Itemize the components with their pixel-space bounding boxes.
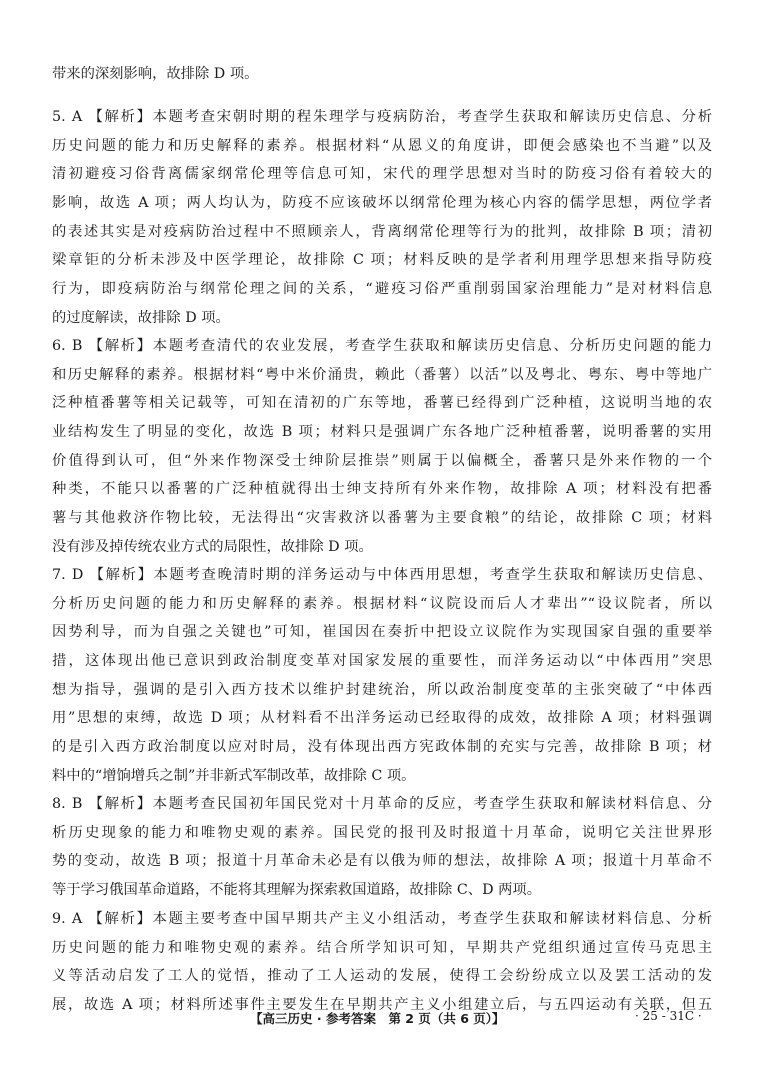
text-line: 7. D 【解析】本题考查晚清时期的洋务运动与中体西用思想，考查学生获取和解读历史信息、 bbox=[52, 567, 712, 583]
text-line: 6. B 【解析】本题考查清代的农业发展，考查学生获取和解读历史信息、分析历史问题的能力 bbox=[52, 338, 712, 354]
text-line: 因势利导，而为自强之关键也”可知，崔国因在奏折中把设立议院作为实现国家自强的重要举 bbox=[52, 624, 712, 641]
text-line: 种类，不能只以番薯的广泛种植就得出士绅支持所有外来作物，故排除 A 项；材料没有把番 bbox=[52, 481, 712, 498]
text-line: 展，故选 A 项；材料所述事件主要发生在早期共产主义小组建立后，与五四运动有关联，但五 bbox=[52, 997, 712, 1014]
text-line: 清初避疫习俗背离儒家纲常伦理等信息可知，宋代的理学思想对当时的防疫习俗有着较大的 bbox=[52, 166, 712, 183]
text-line: 义等活动启发了工人的觉悟，推动了工人运动的发展，使得工会纷纷成立以及罢工活动的发 bbox=[52, 968, 712, 985]
text-line: 梁章钜的分析未涉及中医学理论，故排除 C 项；材料反映的是学者利用理学思想来指导防疫 bbox=[52, 252, 712, 269]
text-line: 势的变动，故选 B 项；报道十月革命未必是有以俄为师的想法，故排除 A 项；报道十月革命不 bbox=[52, 853, 712, 870]
text-line: 分析历史问题的能力和历史解释的素养。根据材料“议院设而后人才辈出”“设议院者，所以 bbox=[52, 595, 712, 612]
text-line: 料中的“增饷增兵之制”并非新式军制改革，故排除 C 项。 bbox=[52, 767, 416, 784]
page-footer bbox=[0, 1009, 764, 1033]
text-line: 泛种植番薯等相关记载等，可知在清初的广东等地，番薯已经得到广泛种植，这说明当地的农 bbox=[52, 395, 712, 412]
text-line: 想为指导，强调的是引入西方技术以维护封建统治，所以政治制度变革的主张突破了“中体西 bbox=[52, 681, 712, 698]
text-line: 的表述其实是对疫病防治过程中不照顾亲人，背离纲常伦理等行为的批判，故排除 B 项；清初 bbox=[52, 223, 712, 240]
answer-5 bbox=[52, 103, 712, 333]
text-line: 用”思想的束缚，故选 D 项；从材料看不出洋务运动已经取得的成效，故排除 A 项；材料强调 bbox=[52, 710, 712, 727]
text-line: 的过度解读，故排除 D 项。 bbox=[52, 309, 230, 326]
text-line: 措，这体现出他已意识到政治制度变革对国家发展的重要性，而洋务运动以“中体西用”突思 bbox=[52, 653, 712, 670]
answer-6 bbox=[52, 332, 712, 562]
text-line: 影响，故选 A 项；两人均认为，防疫不应该破坏以纲常伦理为核心内容的儒学思想，两位学者 bbox=[52, 195, 712, 212]
answer-9 bbox=[52, 905, 712, 1020]
text-line: 业结构发生了明显的变化，故选 B 项；材料只是强调广东各地广泛种植番薯，说明番薯的实用 bbox=[52, 424, 712, 441]
text-line: 9. A 【解析】本题主要考查中国早期共产主义小组活动，考查学生获取和解读材料信息、分析 bbox=[52, 911, 712, 927]
text-line: 薯与其他救济作物比较，无法得出“灾害救济以番薯为主要食粮”的结论，故排除 C 项；材料 bbox=[52, 510, 712, 527]
text-line: 行为，即疫病防治与纲常伦理之间的关系，“避疫习俗严重削弱国家治理能力”是对材料信息 bbox=[52, 281, 712, 298]
text-line: 析历史现象的能力和唯物史观的素养。国民党的报刊及时报道十月革命，说明它关注世界形 bbox=[52, 824, 712, 841]
footer-code: · 25 - 31C · bbox=[635, 1009, 702, 1023]
answer-8 bbox=[52, 790, 712, 905]
text-line: 没有涉及掉传统农业方式的局限性，故排除 D 项。 bbox=[52, 538, 373, 555]
text-line: 带来的深刻影响，故排除 D 项。 bbox=[52, 66, 259, 82]
text-line: 历史问题的能力和历史解释的素养。根据材料“从恩义的角度讲，即便会感染也不当避”以及 bbox=[52, 137, 712, 154]
answer-4-tail bbox=[52, 60, 712, 89]
text-line: 历史问题的能力和唯物史观的素养。结合所学知识可知，早期共产党组织通过宣传马克思主 bbox=[52, 939, 712, 956]
answer-7 bbox=[52, 561, 712, 791]
text-line: 8. B 【解析】本题考查民国初年国民党对十月革命的反应，考查学生获取和解读材料信息、分 bbox=[52, 796, 712, 812]
text-line: 的是引入西方政治制度以应对时局，没有体现出西方宪政体制的充实与完善，故排除 B 项；材 bbox=[52, 739, 712, 756]
text-line: 和历史解释的素养。根据材料“粤中米价涌贵，赖此（番薯）以活”以及粤北、粤东、粤中等地广 bbox=[52, 366, 712, 383]
text-line: 等于学习俄国革命道路，不能将其理解为探索救国道路，故排除 C、D 两项。 bbox=[52, 882, 541, 899]
text-line: 5. A 【解析】本题考查宋朝时期的程朱理学与疫病防治，考查学生获取和解读历史信息、分析 bbox=[52, 109, 712, 125]
footer-page-info: 【高三历史 · 参考答案 第 2 页（共 6 页）】 bbox=[250, 1011, 505, 1026]
text-line: 价值得到认可，但“外来作物深受士绅阶层推崇”则属于以偏概全，番薯只是外来作物的一个 bbox=[52, 452, 712, 469]
